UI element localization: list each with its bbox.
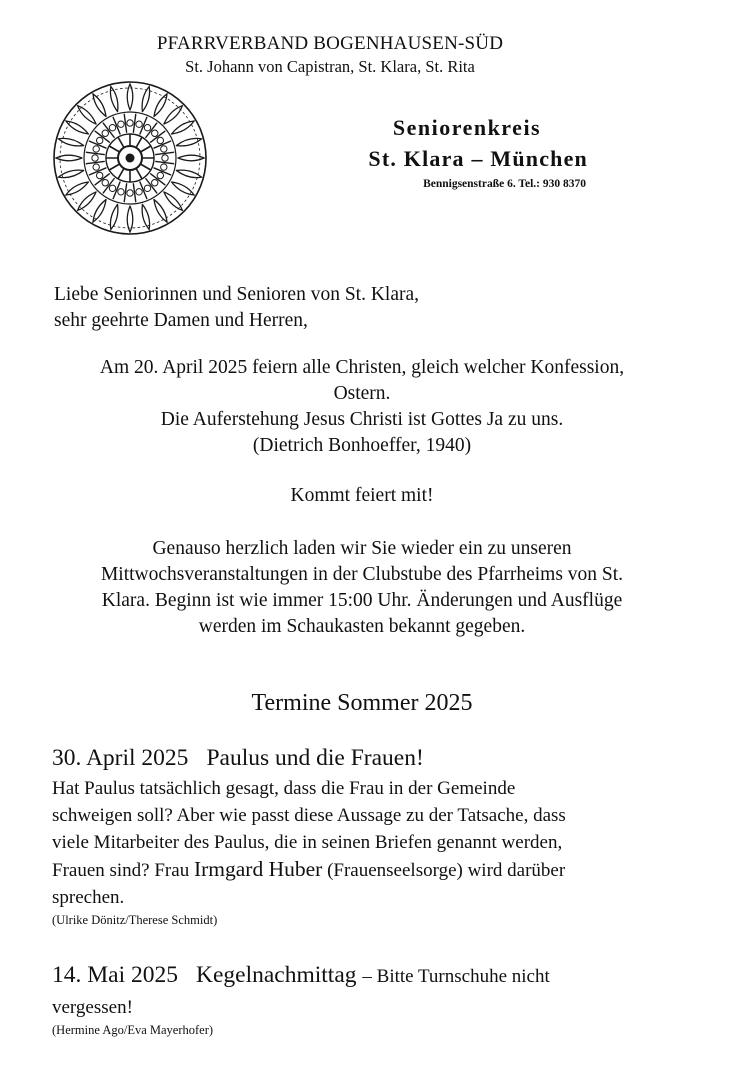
event-date: 30. April 2025 xyxy=(52,745,189,771)
event-description-line xyxy=(52,856,692,884)
easter-line: Ostern. xyxy=(333,383,391,404)
easter-paragraph xyxy=(50,355,674,459)
invite-short: Kommt feiert mit! xyxy=(290,485,434,506)
event-title: Kegelnachmittag xyxy=(195,962,357,988)
event-description xyxy=(52,775,692,911)
letterhead xyxy=(100,32,560,78)
event-description-text: Frauen sind? Frau xyxy=(52,860,194,881)
event-item xyxy=(52,743,692,929)
easter-quote-source: (Dietrich Bonhoeffer, 1940) xyxy=(252,435,472,456)
parish-list: St. Johann von Capistran, St. Klara, St. Rita xyxy=(185,57,475,76)
greeting xyxy=(54,282,694,334)
invite-line: Genauso herzlich laden wir Sie wieder ein zu unseren xyxy=(152,538,572,559)
greeting-line: Liebe Seniorinnen und Senioren von St. Klara, xyxy=(54,284,420,305)
event-hosts: (Hermine Ago/Eva Mayerhofer) xyxy=(52,1023,214,1037)
event-heading xyxy=(52,960,692,992)
senior-circle-header xyxy=(300,112,600,194)
easter-line: Am 20. April 2025 feiern alle Christen, gleich welcher Konfession, xyxy=(99,357,625,378)
event-description-line: Hat Paulus tatsächlich gesagt, dass die Frau in der Gemeinde xyxy=(52,778,516,799)
easter-quote: Die Auferstehung Jesus Christi ist Gottes Ja zu uns. xyxy=(160,409,564,430)
invite-line: werden im Schaukasten bekannt gegeben. xyxy=(198,616,526,637)
senior-circle-location: St. Klara – München xyxy=(368,146,588,171)
event-description xyxy=(52,994,692,1021)
invite-paragraph xyxy=(50,536,674,640)
rosette-ornament-icon xyxy=(50,78,210,238)
senior-circle-address: Bennigsenstraße 6. Tel.: 930 8370 xyxy=(423,178,586,190)
event-heading xyxy=(52,743,692,773)
invite-line: Mittwochsveranstaltungen in der Clubstube des Pfarrheims von St. xyxy=(100,564,624,585)
invite-line: Klara. Beginn ist wie immer 15:00 Uhr. Änderungen und Ausflüge xyxy=(101,590,623,611)
event-description-text: (Frauenseelsorge) wird darüber xyxy=(322,860,566,881)
org-name: PFARRVERBAND BOGENHAUSEN-SÜD xyxy=(156,33,504,54)
event-hosts: (Ulrike Dönitz/Therese Schmidt) xyxy=(52,913,218,927)
senior-circle-name: Seniorenkreis xyxy=(392,115,542,140)
event-note: – Bitte Turnschuhe nicht xyxy=(362,966,550,987)
event-description-line: schweigen soll? Aber wie passt diese Aussage zu der Tatsache, dass xyxy=(52,805,566,826)
event-description-line: sprechen. xyxy=(52,887,125,908)
event-title: Paulus und die Frauen! xyxy=(206,745,424,771)
season-heading: Termine Sommer 2025 xyxy=(251,690,473,716)
event-speaker: Irmgard Huber xyxy=(193,857,323,881)
greeting-line: sehr geehrte Damen und Herren, xyxy=(54,310,308,331)
event-description-line: vergessen! xyxy=(52,997,133,1018)
event-item xyxy=(52,960,692,1039)
event-description-line: viele Mitarbeiter des Paulus, die in seinen Briefen genannt werden, xyxy=(52,832,563,853)
event-date: 14. Mai 2025 xyxy=(52,962,178,988)
